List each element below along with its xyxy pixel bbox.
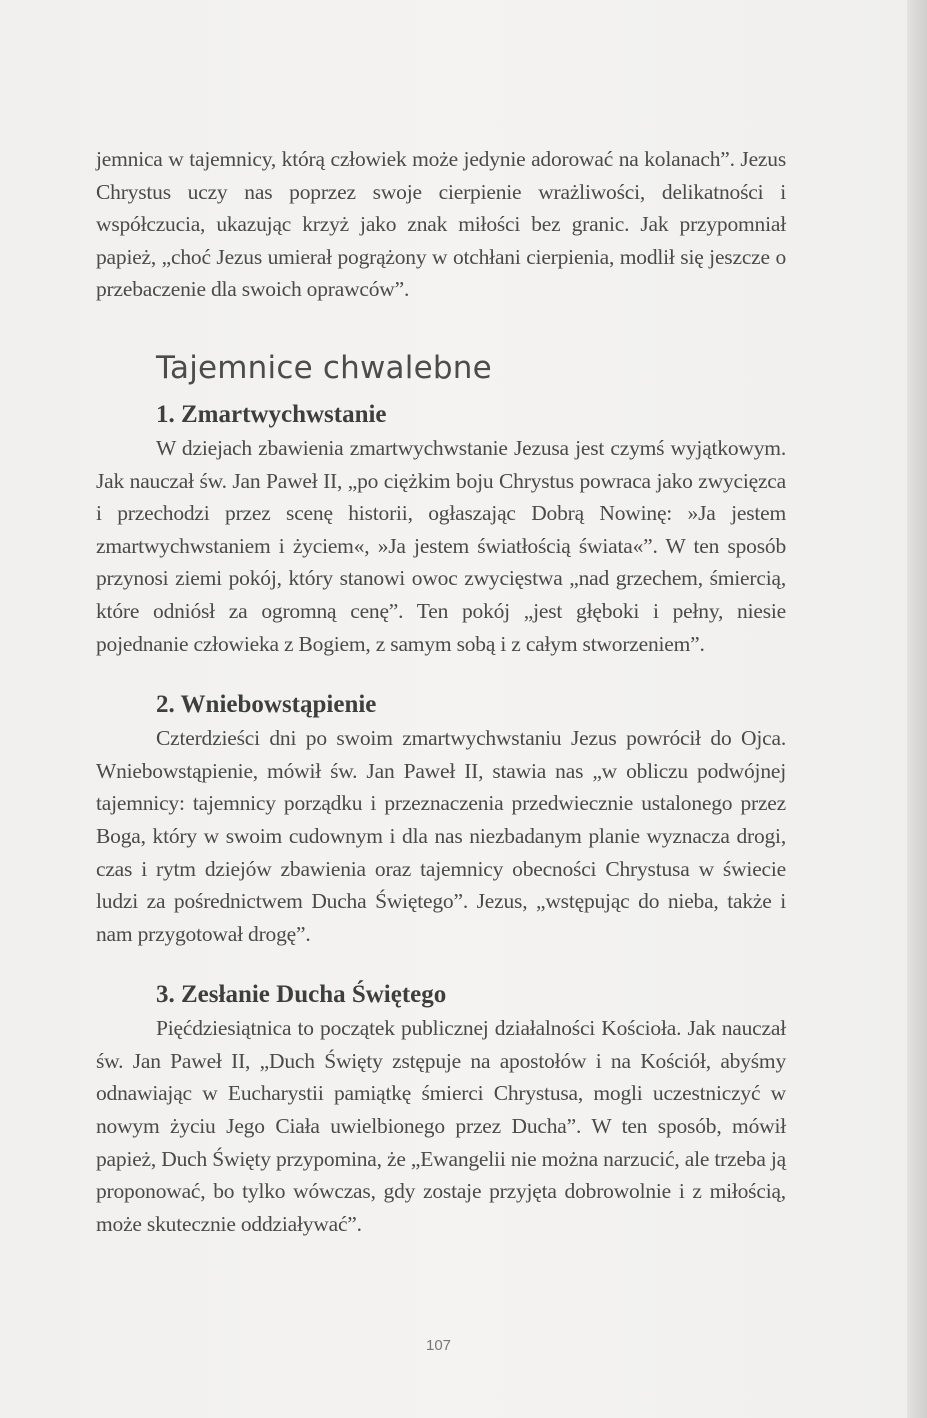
page-number: 107 xyxy=(425,1337,452,1354)
mystery-2-paragraph: Czterdzieści dni po swoim zmartwychwstaniu Jezus powrócił do Ojca. Wniebowstąpienie, mówił św. Jan Paweł II, stawia nas „w obliczu podwójnej tajemnicy: tajemnicy porządku i przeznaczenia przedwiecznie ustalonego przez Boga, który w swoim cudownym i dla nas niezbadanym planie wyznacza drogi, czas i rytm dziejów zbawienia oraz tajemnicy obecności Chrystusa w świecie ludzi za pośrednictwem Ducha Świętego”. Jezus, „wstępując do nieba, także i nam przygotował drogę”. xyxy=(96,726,786,946)
mystery-2-heading: 2. Wniebowstąpienie xyxy=(156,691,377,719)
mystery-1-paragraph: W dziejach zbawienia zmartwychwstanie Jezusa jest czymś wyjątkowym. Jak nauczał św. Jan Paweł II, „po ciężkim boju Chrystus powraca jako zwycięzca i przechodzi przez scenę historii, ogłaszając Dobrą Nowinę: »Ja jestem zmartwychwstaniem i życiem«, »Ja jestem światłością świata«”. W ten sposób przynosi ziemi pokój, który stanowi owoc zwycięstwa „nad grzechem, śmiercią, które odniósł za ogromną cenę”. Ten pokój „jest głęboki i pełny, niesie pojednanie człowieka z Bogiem, z samym sobą i z całym stworzeniem”. xyxy=(96,435,786,656)
page-content xyxy=(96,143,786,1240)
mystery-1-heading: 1. Zmartwychwstanie xyxy=(156,400,387,428)
mystery-3-paragraph: Pięćdziesiątnica to początek publicznej działalności Kościoła. Jak nauczał św. Jan Paweł II, „Duch Święty zstępuje na apostołów i na Kościół, abyśmy odnawiając w Eucharystii pamiątkę śmierci Chrystusa, mogli uczestniczyć w nowym życiu Jego Ciała uwielbionego przez Ducha”. W ten sposób, mówił papież, Duch Święty przypomina, że „Ewangelii nie można narzucić, ale trzeba ją proponować, bo tylko wówczas, gdy zostaje przyjęta dobrowolnie i z miłością, może skutecznie oddziaływać”. xyxy=(96,1016,786,1236)
mystery-3-heading: 3. Zesłanie Ducha Świętego xyxy=(156,981,447,1009)
section-title: Tajemnice chwalebne xyxy=(156,349,492,386)
page-edge-shadow xyxy=(907,0,927,1418)
intro-paragraph: jemnica w tajemnicy, którą człowiek może jedynie adorować na kolanach”. Jezus Chrystus uczy nas poprzez swoje cierpienie wrażliwości, delikatności i współczucia, ukazując krzyż jako znak miłości bez granic. Jak przypomniał papież, „choć Jezus umierał pogrążony w otchłani cierpienia, modlił się jeszcze o przebaczenie dla swoich oprawców”. xyxy=(96,147,786,302)
